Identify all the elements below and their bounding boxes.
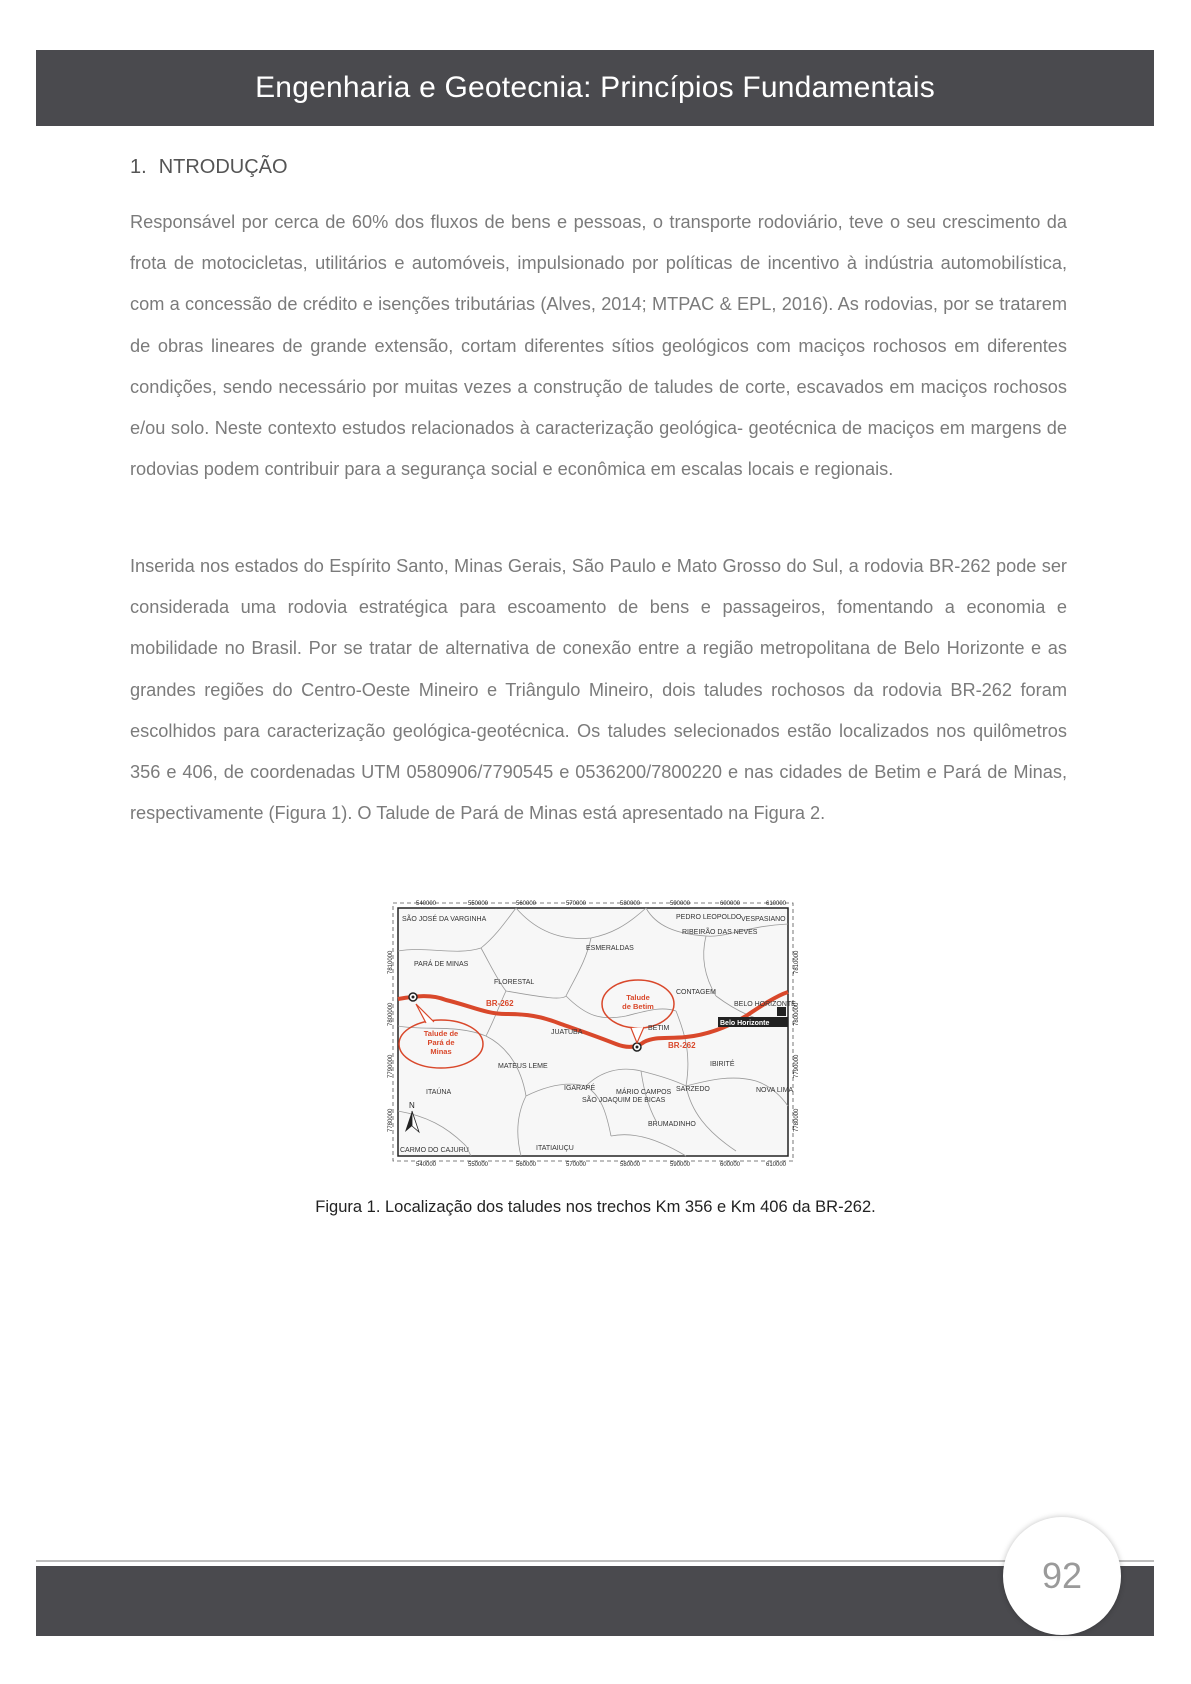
svg-text:580000: 580000	[620, 1162, 641, 1168]
svg-text:540000: 540000	[416, 1162, 437, 1168]
paragraph-2: Inserida nos estados do Espírito Santo, Minas Gerais, São Paulo e Mato Grosso do Sul, a rodovia BR-262 pode ser considerada uma rodovia estratégica para escoamento de bens e passageiros, fomentando a economia e mobilidade no Brasil. Por se tratar de alternativa de conexão entre a região metropolitana de Belo Horizonte e as grandes regiões do Centro-Oeste Mineiro e Triângulo Mineiro, dois taludes rochosos da rodovia BR-262 foram escolhidos para caracterização geológica-geotécnica. Os taludes selecionados estão localizados nos quilômetros 356 e 406, de coordenadas UTM 0580906/7790545 e 0536200/7800220 e nas cidades de Betim e Pará de Minas, respectivamente (Figura 1). O Talude de Pará de Minas está apresentado na Figura 2.	[130, 556, 1067, 824]
town-label: NOVA LIMA	[756, 1087, 794, 1094]
town-label: IBIRITÉ	[710, 1061, 735, 1068]
figure-caption: Figura 1. Localização dos taludes nos trechos Km 356 e Km 406 da BR-262.	[315, 1198, 876, 1216]
belo-horizonte-marker	[777, 1007, 786, 1016]
road-label: BR-262	[486, 999, 514, 1008]
svg-text:7790000: 7790000	[794, 1054, 800, 1078]
page-number: 92	[1041, 1555, 1083, 1596]
road-label: BR-262	[668, 1041, 696, 1050]
svg-text:600000: 600000	[720, 901, 741, 907]
section-title: NTRODUÇÃO	[158, 156, 288, 178]
town-label: PEDRO LEOPOLDO	[676, 914, 742, 921]
svg-text:610000: 610000	[766, 1162, 787, 1168]
town-label: ITAÚNA	[426, 1089, 452, 1096]
town-label: SÃO JOAQUIM DE BICAS	[582, 1097, 666, 1104]
figure-1-map	[386, 896, 800, 1168]
svg-text:7780000: 7780000	[794, 1108, 800, 1132]
svg-text:600000: 600000	[720, 1162, 741, 1168]
belo-horizonte-city-label: Belo Horizonte	[720, 1020, 770, 1027]
location-map	[386, 896, 800, 1168]
callout-betim-line1: Talude	[626, 993, 650, 1002]
footer-rule	[36, 1560, 1154, 1562]
svg-text:550000: 550000	[468, 901, 489, 907]
callout-para-line1: Talude de	[423, 1029, 459, 1038]
svg-text:590000: 590000	[670, 901, 691, 907]
callout-para-line3: Minas	[430, 1047, 452, 1056]
town-label: MATEUS LEME	[498, 1063, 548, 1070]
town-label: SARZEDO	[676, 1086, 710, 1093]
town-label: JUATUBA	[551, 1029, 583, 1036]
svg-text:560000: 560000	[516, 1162, 537, 1168]
page-number-badge	[1003, 1517, 1121, 1635]
town-label: MÁRIO CAMPOS	[616, 1089, 672, 1096]
svg-text:590000: 590000	[670, 1162, 691, 1168]
svg-text:7810000: 7810000	[388, 950, 394, 974]
svg-text:580000: 580000	[620, 901, 641, 907]
town-label: IGARAPÉ	[564, 1085, 596, 1092]
svg-text:560000: 560000	[516, 901, 537, 907]
svg-text:N: N	[409, 1101, 415, 1110]
town-label: VESPASIANO	[741, 916, 786, 923]
svg-text:540000: 540000	[416, 901, 437, 907]
svg-text:7790000: 7790000	[388, 1054, 394, 1078]
svg-text:7780000: 7780000	[388, 1108, 394, 1132]
town-label: BRUMADINHO	[648, 1121, 696, 1128]
svg-text:550000: 550000	[468, 1162, 489, 1168]
town-label: ESMERALDAS	[586, 945, 634, 952]
town-label: RIBEIRÃO DAS NEVES	[682, 929, 758, 936]
svg-text:7810000: 7810000	[794, 950, 800, 974]
svg-text:7800000: 7800000	[794, 1002, 800, 1026]
town-label: CONTAGEM	[676, 989, 716, 996]
town-label: CARMO DO CAJURU	[400, 1147, 469, 1154]
town-label: BETIM	[648, 1025, 670, 1032]
section-number: 1.	[130, 156, 147, 178]
callout-betim-line2: de Betim	[622, 1002, 654, 1011]
section-heading	[130, 156, 288, 179]
callout-para-line2: Pará de	[427, 1038, 455, 1047]
svg-text:570000: 570000	[566, 1162, 587, 1168]
svg-text:610000: 610000	[766, 901, 787, 907]
header-bar	[36, 50, 1154, 126]
town-label: BELO HORIZONTE	[734, 1001, 796, 1008]
header-title: Engenharia e Geotecnia: Princípios Fundamentais	[255, 71, 935, 104]
town-label: ITATIAIUÇU	[536, 1145, 574, 1152]
town-label: FLORESTAL	[494, 979, 535, 986]
paragraph-1: Responsável por cerca de 60% dos fluxos de bens e pessoas, o transporte rodoviário, teve o seu crescimento da frota de motocicletas, utilitários e automóveis, impulsionado por políticas de incentivo à indústria automobilística, com a concessão de crédito e isenções tributárias (Alves, 2014; MTPAC & EPL, 2016). As rodovias, por se tratarem de obras lineares de grande extensão, cortam diferentes sítios geológicos com maciços rochosos em diferentes condições, sendo necessário por muitas vezes a construção de taludes de corte, escavados em maciços rochosos e/ou solo. Neste contexto estudos relacionados à caracterização geológica- geotécnica de maciços em margens de rodovias podem contribuir para a segurança social e econômica em escalas locais e regionais.	[130, 212, 1067, 480]
svg-text:570000: 570000	[566, 901, 587, 907]
svg-text:7800000: 7800000	[388, 1002, 394, 1026]
footer-bar	[36, 1566, 1154, 1636]
town-label: PARÁ DE MINAS	[414, 961, 469, 968]
town-label: SÃO JOSÉ DA VARGINHA	[402, 916, 487, 923]
